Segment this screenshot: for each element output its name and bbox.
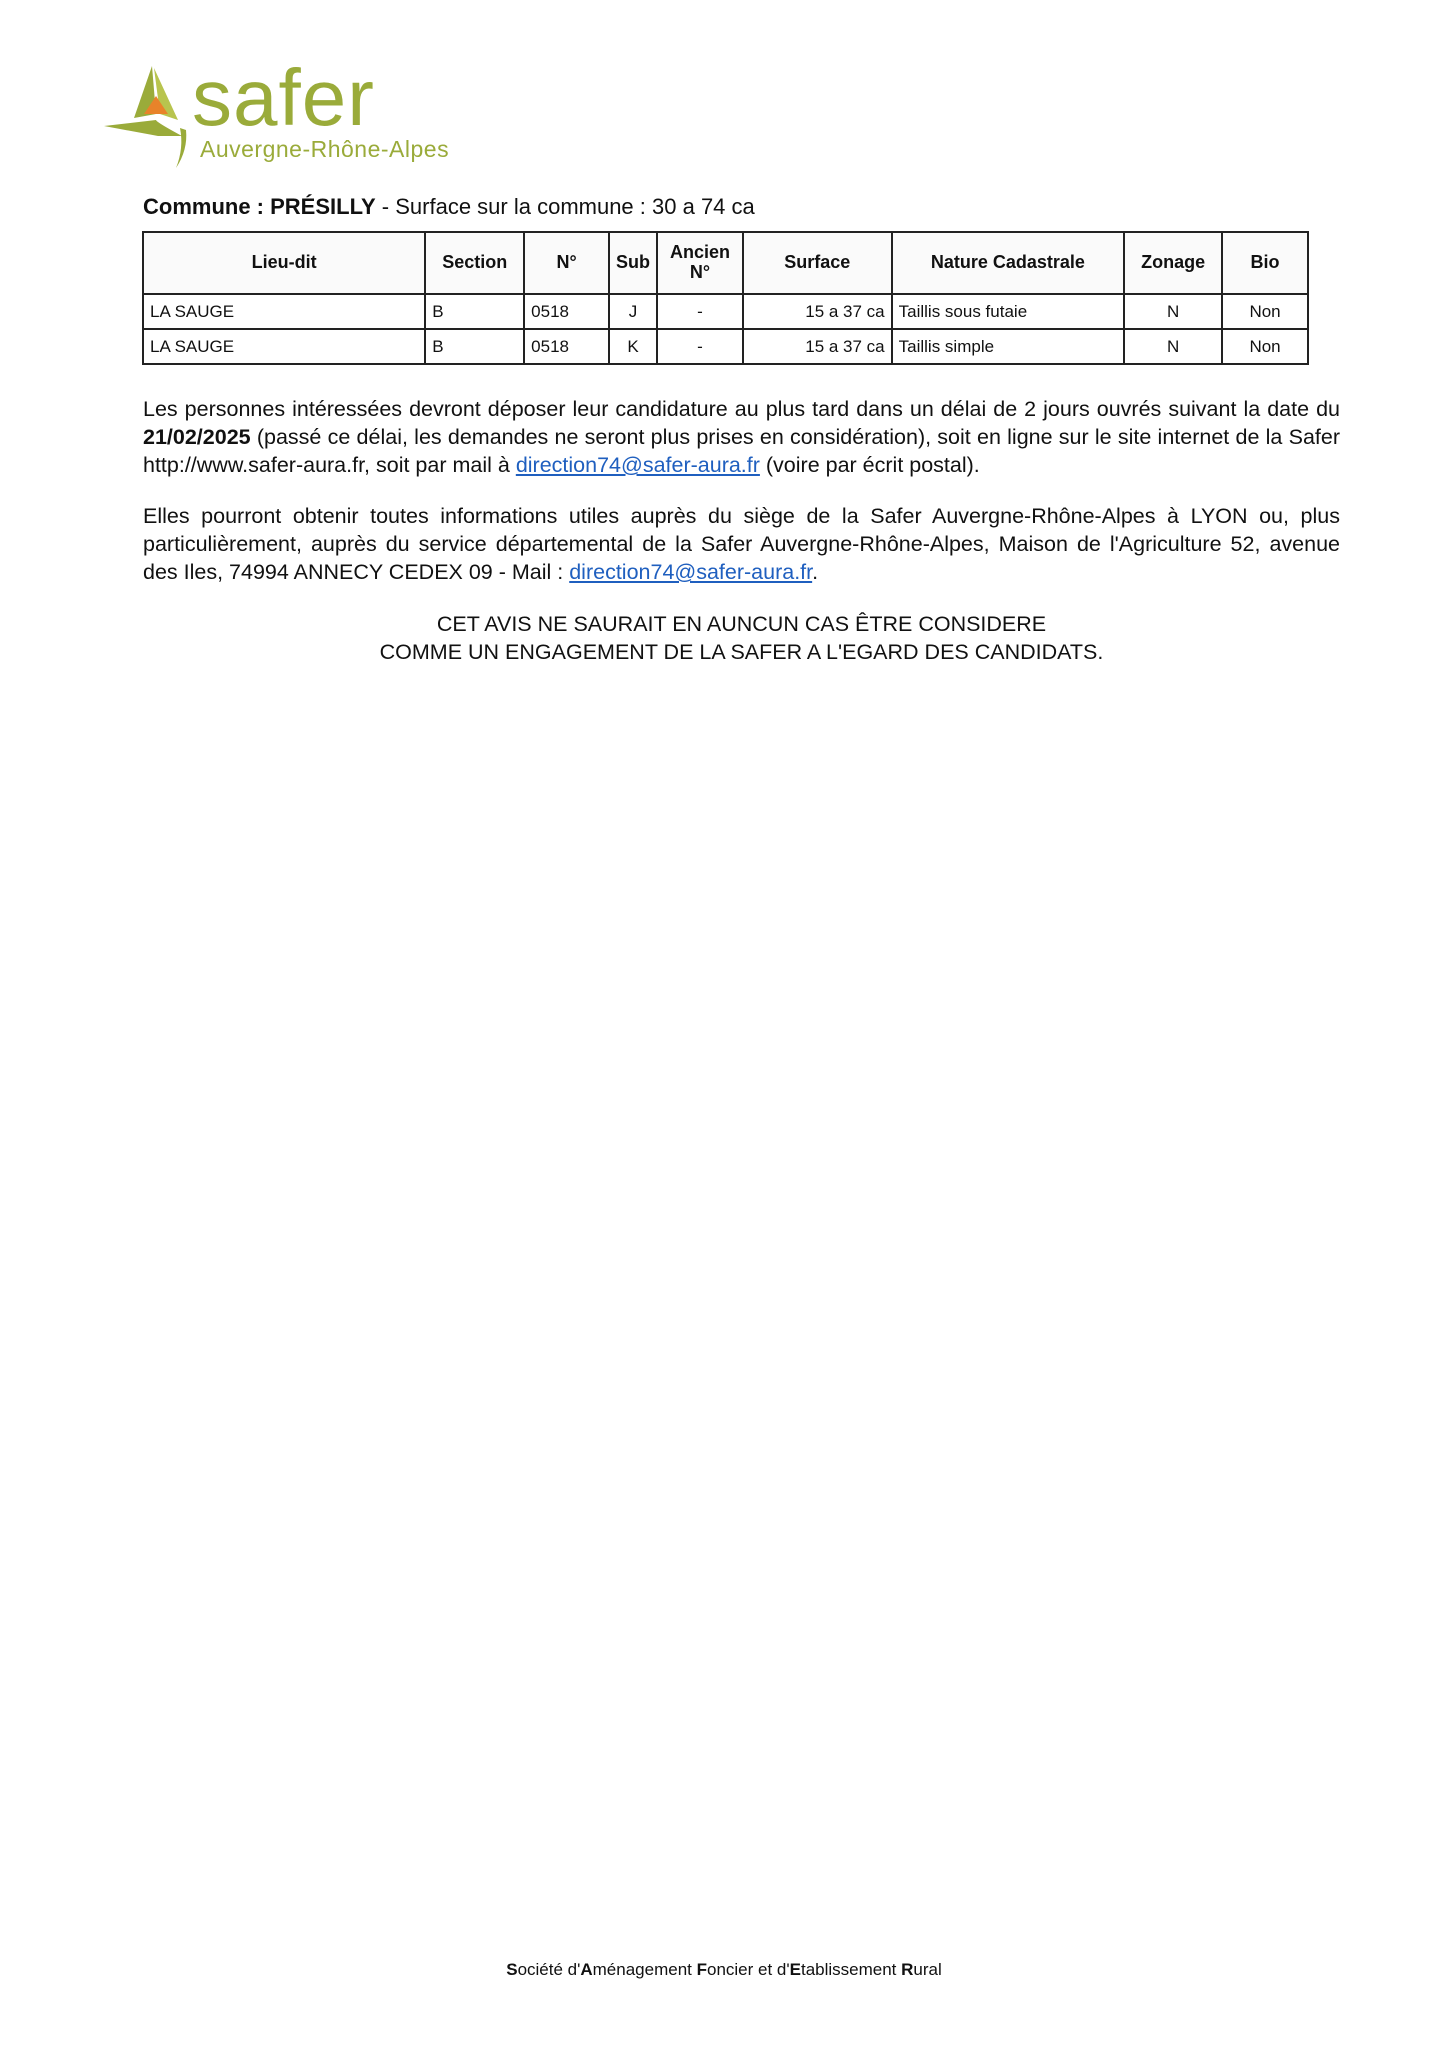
cell-bio: Non xyxy=(1222,329,1308,364)
commune-heading xyxy=(143,194,755,220)
header-section: Section xyxy=(425,232,524,294)
p1-text-middle: (passé ce délai, les demandes ne seront plus prises en considération), soit en ligne sur le site internet de la Safer http://www.safer-aura.fr, soit par mail à xyxy=(143,425,1340,477)
footer-word: ménagement xyxy=(592,1960,697,1979)
cell-nature: Taillis simple xyxy=(892,329,1125,364)
header-surface: Surface xyxy=(743,232,892,294)
footer-initial: E xyxy=(789,1960,801,1979)
cell-sub: K xyxy=(609,329,657,364)
table-row xyxy=(143,294,1308,329)
email-link[interactable]: direction74@safer-aura.fr xyxy=(515,453,760,477)
footer-word: ociété d' xyxy=(517,1960,581,1979)
cell-lieu-dit: LA SAUGE xyxy=(143,329,425,364)
footer-initial: R xyxy=(901,1960,914,1979)
cell-zonage: N xyxy=(1124,294,1222,329)
cell-section: B xyxy=(425,294,524,329)
footer-word: ural xyxy=(913,1960,942,1979)
cell-bio: Non xyxy=(1222,294,1308,329)
cell-section: B xyxy=(425,329,524,364)
logo-region: Auvergne-Rhône-Alpes xyxy=(200,136,450,162)
disclaimer-notice xyxy=(143,610,1340,666)
email-link[interactable]: direction74@safer-aura.fr xyxy=(569,560,813,584)
footer-word: oncier et d' xyxy=(706,1960,790,1979)
cell-numero: 0518 xyxy=(524,329,609,364)
commune-surface: - Surface sur la commune : 30 a 74 ca xyxy=(375,194,755,219)
notice-line-2: COMME UN ENGAGEMENT DE LA SAFER A L'EGARD DES CANDIDATS. xyxy=(379,640,1104,664)
cell-sub: J xyxy=(609,294,657,329)
cell-nature: Taillis sous futaie xyxy=(892,294,1125,329)
footer-initial: S xyxy=(506,1960,518,1979)
header-bio: Bio xyxy=(1222,232,1308,294)
header-ancien: Ancien N° xyxy=(657,232,743,294)
cell-zonage: N xyxy=(1124,329,1222,364)
logo-wordmark: safer xyxy=(192,53,375,142)
cell-numero: 0518 xyxy=(524,294,609,329)
candidature-paragraph xyxy=(143,395,1340,479)
footer-initial: A xyxy=(580,1960,593,1979)
p2-text: Elles pourront obtenir toutes informations utiles auprès du siège de la Safer Auvergne-Rhône-Alpes à LYON ou, plus particulièrement, auprès du service départemental de la Safer Auvergne-Rhône-Alpes, Maison de l'Agriculture 52, avenue des Iles, 74994 ANNECY CEDEX 09 - Mail : xyxy=(143,504,1340,584)
cell-lieu-dit: LA SAUGE xyxy=(143,294,425,329)
notice-line-1: CET AVIS NE SAURAIT EN AUNCUN CAS ÊTRE CONSIDERE xyxy=(436,612,1047,636)
p2-text-end: . xyxy=(812,560,819,584)
footer-initial: F xyxy=(696,1960,707,1979)
commune-label: Commune : xyxy=(143,194,271,219)
header-lieu-dit: Lieu-dit xyxy=(143,232,425,294)
deadline-date: 21/02/2025 xyxy=(143,425,251,449)
table-row xyxy=(143,329,1308,364)
commune-name: PRÉSILLY xyxy=(270,194,376,219)
safer-triangle-logo-icon xyxy=(96,58,206,173)
cell-ancien: - xyxy=(657,329,743,364)
cell-surface: 15 a 37 ca xyxy=(743,329,892,364)
header-numero: N° xyxy=(524,232,609,294)
information-paragraph xyxy=(143,502,1340,586)
table-header-row xyxy=(143,232,1308,294)
p1-text-end: (voire par écrit postal). xyxy=(759,453,980,477)
p1-text-start: Les personnes intéressées devront déposer leur candidature au plus tard dans un délai de 2 jours ouvrés suivant la date du xyxy=(143,397,1340,421)
parcels-table xyxy=(142,231,1309,365)
header-sub: Sub xyxy=(609,232,657,294)
cell-surface: 15 a 37 ca xyxy=(743,294,892,329)
header-zonage: Zonage xyxy=(1124,232,1222,294)
safer-logo xyxy=(96,53,456,178)
cell-ancien: - xyxy=(657,294,743,329)
footer-organization-name xyxy=(0,1960,1448,1980)
header-nature: Nature Cadastrale xyxy=(892,232,1125,294)
footer-word: tablissement xyxy=(800,1960,902,1979)
